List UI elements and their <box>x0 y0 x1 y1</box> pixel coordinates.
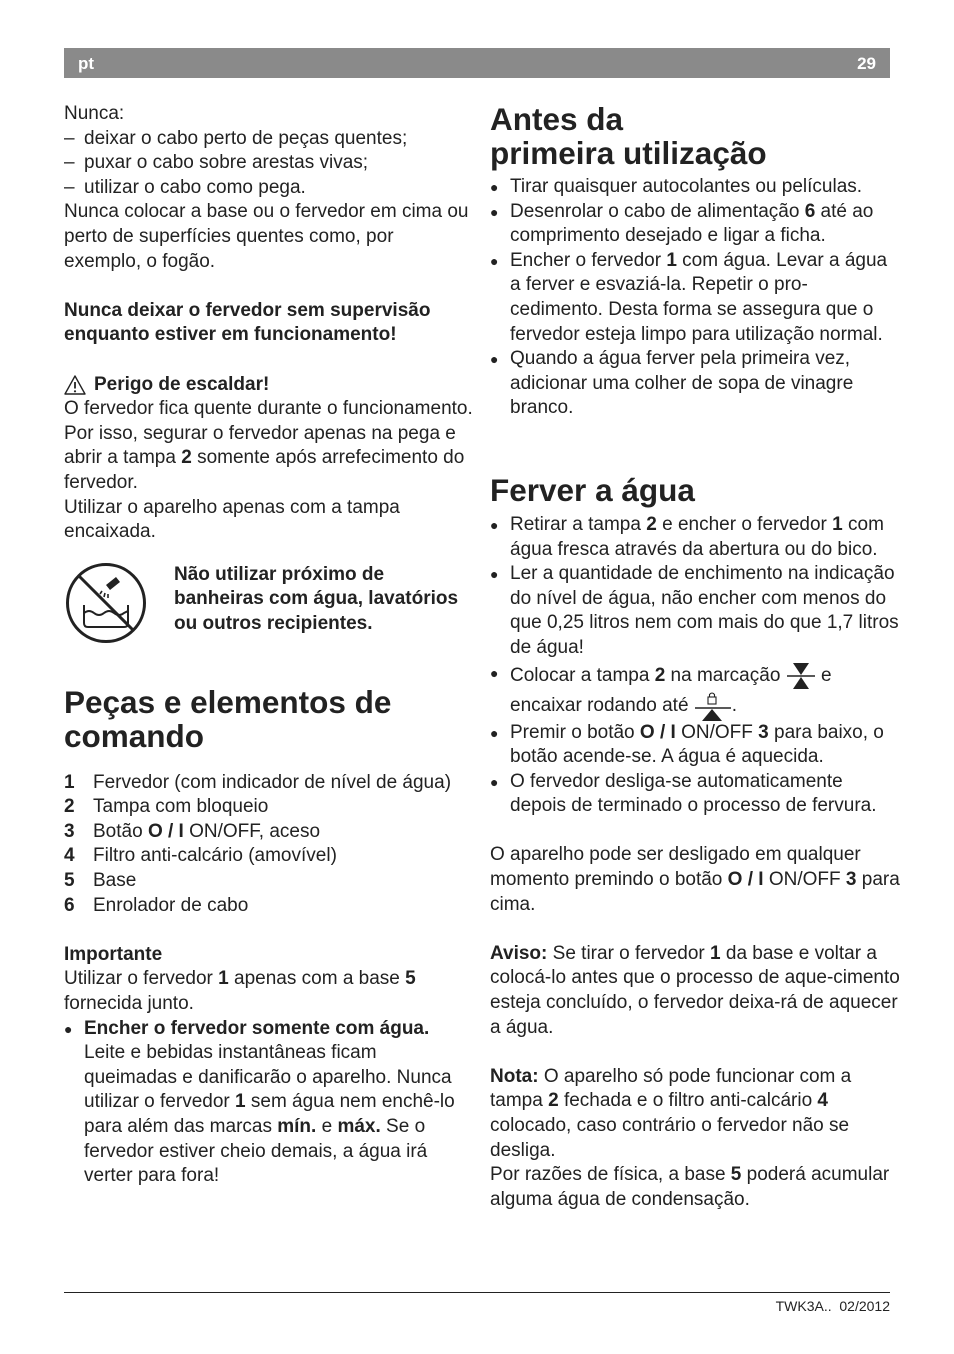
switch-off-text: O aparelho pode ser desligado em qualquer momento premindo o botão O / I ON/OFF 3 para cima. <box>490 844 900 915</box>
footer-date: 02/2012 <box>839 1298 890 1314</box>
important-text: Utilizar o fervedor 1 apenas com a base 5 fornecida junto. <box>64 968 416 1015</box>
footer-divider <box>64 1292 890 1293</box>
water-only-title: ● Encher o fervedor somente com água. <box>84 1017 430 1039</box>
parts-heading: Peças e elementos de comando <box>64 683 392 754</box>
note-text: Nota: O aparelho só pode funcionar com a tampa 2 fechada e o filtro anti-calcário 4 colocado, caso contrário o fervedor não se desliga. <box>490 1065 852 1161</box>
scald-warning-heading <box>64 373 474 398</box>
page-header-bar <box>64 48 890 78</box>
boil-bullet: ● Retirar a tampa 2 e encher o fervedor 1 com água fresca através da abertura ou do bico. <box>490 513 900 562</box>
lid-alignment-mark-icon <box>786 661 816 691</box>
water-warning-block <box>64 561 474 645</box>
part-item: 5 Base <box>64 870 137 892</box>
scald-warning-title: Perigo de escaldar! <box>94 373 270 395</box>
dash-item: – utilizar o cabo como pega. <box>64 176 474 201</box>
boil-water-heading: Ferver a água <box>490 471 695 508</box>
boil-bullet: ● O fervedor desliga-se automaticamente depois de terminado o processo de fervura. <box>490 770 900 819</box>
right-column <box>490 102 900 1212</box>
model-code: TWK3A.. <box>775 1298 832 1314</box>
never-label: Nunca: <box>64 103 125 124</box>
before-bullet: ● Encher o fervedor 1 com água. Levar a água a ferver e esvaziá-la. Repetir o pro-cedimento. Desta forma se assegura que o fervedor esteja limpo para utilização normal. <box>490 249 900 347</box>
before-bullet: ● Desenrolar o cabo de alimentação 6 até ao comprimento desejado e ligar a ficha. <box>490 200 900 249</box>
before-bullet: ● Tirar quaisquer autocolantes ou películas. <box>490 175 900 200</box>
notice-text: Aviso: Se tirar o fervedor 1 da base e voltar a colocá-lo antes que o processo de aque-cimento esteja concluído, o fervedor deixa-rá de aquecer a água. <box>490 942 900 1038</box>
before-bullet: ● Quando a água ferver pela primeira vez, adicionar uma colher de sopa de vinagre branco. <box>490 347 900 421</box>
page-footer <box>776 1297 890 1315</box>
important-heading: Importante <box>64 943 163 965</box>
water-only-text: Leite e bebidas instantâneas ficam queimadas e danificarão o aparelho. Nunca utilizar o fervedor 1 sem água nem enchê-lo para além das marcas mín. e máx. Se o fervedor estiver cheio demais, a água irá verter para fora! <box>84 1042 455 1187</box>
base-warning-text: Nunca colocar a base ou o fervedor em cima ou perto de superfícies quentes como, por exemplo, o fogão. <box>64 201 469 272</box>
before-first-use-heading: Antes da primeira utilização <box>490 101 767 171</box>
condensation-text: Por razões de física, a base 5 poderá acumular alguma água de condensação. <box>490 1164 890 1210</box>
page-number: 29 <box>857 54 876 73</box>
water-only-item <box>64 1017 474 1189</box>
boil-bullet: ● Colocar a tampa 2 na marcação e encaixar rodando até . <box>490 661 900 721</box>
dash-item: – deixar o cabo perto de peças quentes; <box>64 127 474 152</box>
boil-bullet: ● Ler a quantidade de enchimento na indicação do nível de água, não encher com menos do que 0,25 litros nem com mais do que 1,7 litros de água! <box>490 562 900 660</box>
scald-warning-text: O fervedor fica quente durante o funcionamento. Por isso, segurar o fervedor apenas na pega e abrir a tampa 2 somente após arrefecimento do fervedor. <box>64 398 473 493</box>
language-code: pt <box>78 54 95 73</box>
supervision-warning: Nunca deixar o fervedor sem supervisão enquanto estiver em funcionamento! <box>64 299 431 346</box>
left-column <box>64 102 474 1189</box>
boil-bullet: ● Premir o botão O / I ON/OFF 3 para baixo, o botão acende-se. A água é aquecida. <box>490 721 900 770</box>
part-item: 3 Botão O / I ON/OFF, aceso <box>64 820 321 842</box>
water-warning-text: Não utilizar próximo de banheiras com água, lavatórios ou outros recipientes. <box>174 563 459 634</box>
part-item: 1 Fervedor (com indicador de nível de água) <box>64 771 452 793</box>
no-water-bath-icon <box>64 561 148 645</box>
parts-list <box>64 771 474 919</box>
lid-usage-text: Utilizar o aparelho apenas com a tampa encaixada. <box>64 496 400 543</box>
part-item: 2 Tampa com bloqueio <box>64 796 269 818</box>
part-item: 6 Enrolador de cabo <box>64 894 249 916</box>
warning-triangle-icon <box>64 375 86 395</box>
part-item: 4 Filtro anti-calcário (amovível) <box>64 845 337 867</box>
lock-position-icon <box>694 691 732 721</box>
dash-item: – puxar o cabo sobre arestas vivas; <box>64 151 474 176</box>
